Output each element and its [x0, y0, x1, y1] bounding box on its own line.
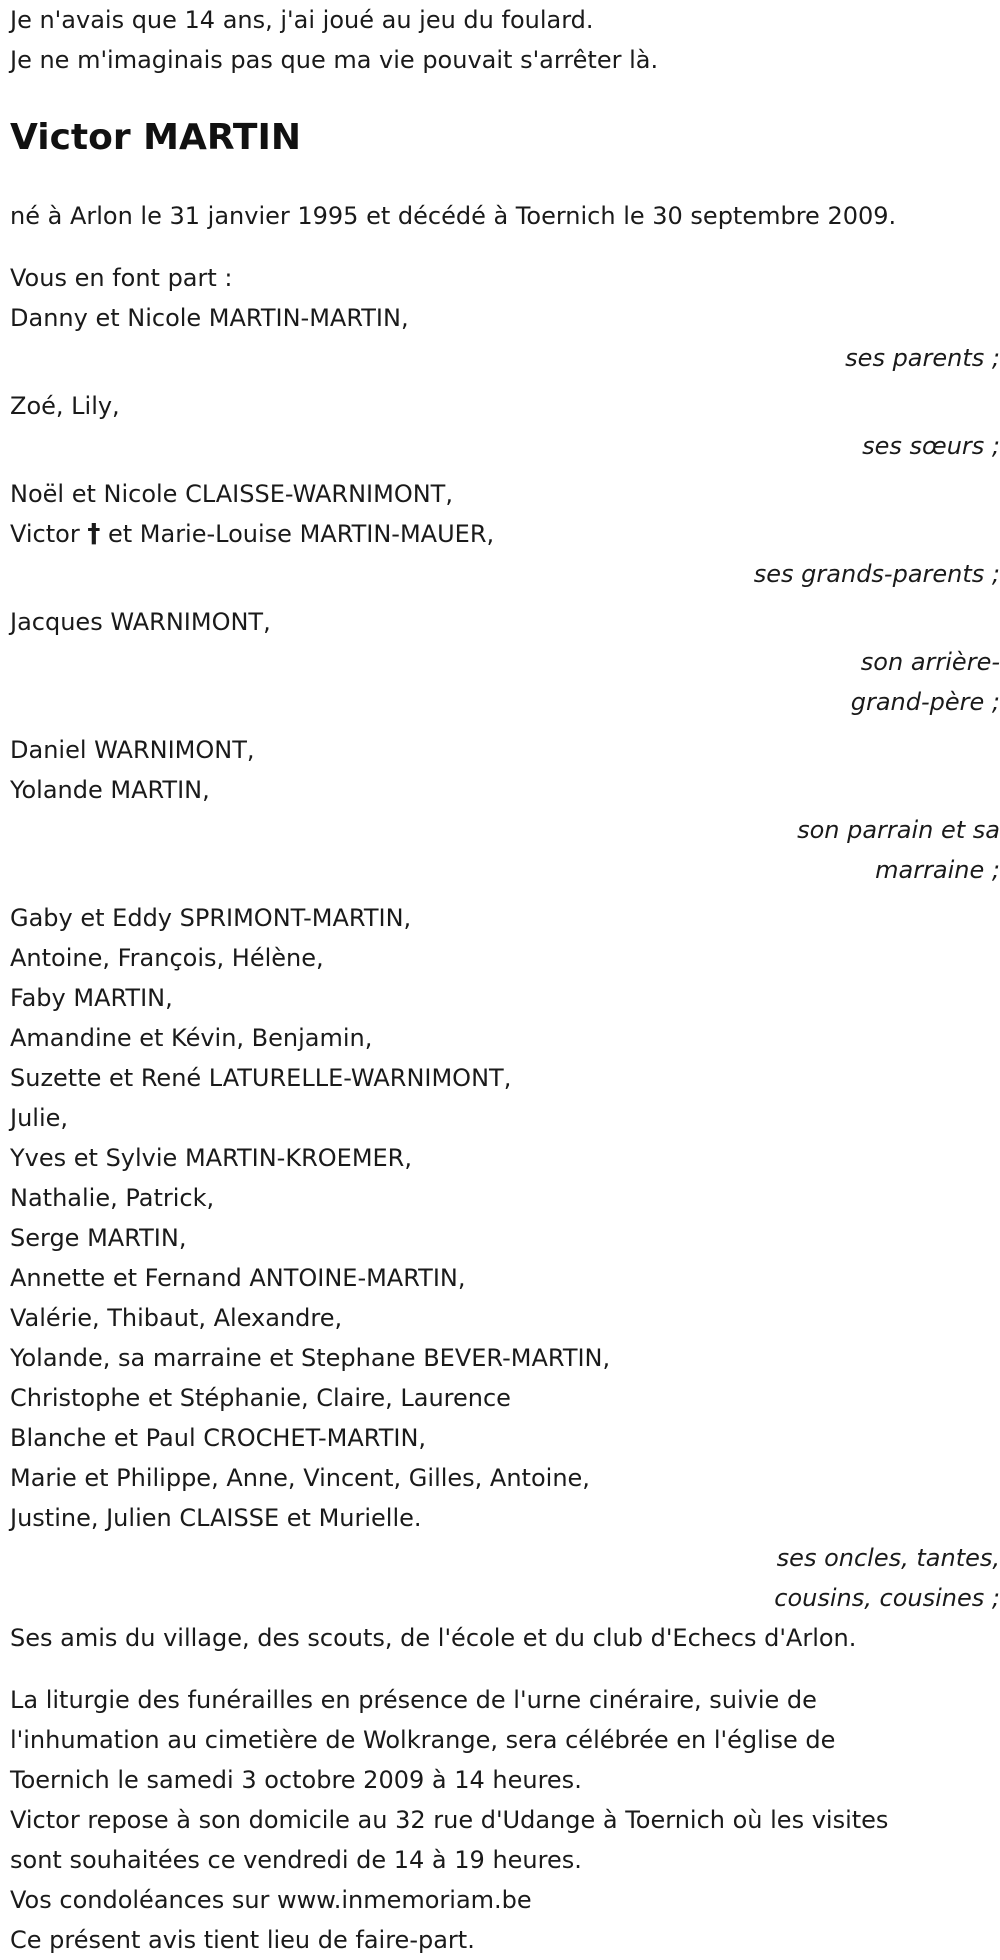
family-name-line: Justine, Julien CLAISSE et Murielle. — [10, 1504, 422, 1532]
closing-line: Victor repose à son domicile au 32 rue d'Udange à Toernich où les visites — [10, 1806, 889, 1834]
relation-label: grand-père ; — [850, 688, 1000, 716]
family-name-line: Blanche et Paul CROCHET-MARTIN, — [10, 1424, 427, 1452]
closing-line: Vos condoléances sur www.inmemoriam.be — [10, 1886, 532, 1914]
cross-icon: † — [87, 519, 101, 549]
birth-death-line: né à Arlon le 31 janvier 1995 et décédé à Toernich le 30 septembre 2009. — [10, 202, 897, 230]
family-name-line: Danny et Nicole MARTIN-MARTIN, — [10, 304, 409, 332]
family-group-godparents — [10, 730, 1000, 890]
family-group-great-grandfather — [10, 602, 1000, 722]
relation-label: cousins, cousines ; — [774, 1584, 1000, 1612]
relation-label: marraine ; — [875, 856, 1000, 884]
family-name-line: Zoé, Lily, — [10, 392, 120, 420]
intro-line: Je ne m'imaginais pas que ma vie pouvait s'arrêter là. — [10, 46, 659, 74]
relation-label: ses parents ; — [845, 344, 1000, 372]
family-name-line: Serge MARTIN, — [10, 1224, 187, 1252]
intro-line: Je n'avais que 14 ans, j'ai joué au jeu du foulard. — [10, 6, 594, 34]
relation-label: ses sœurs ; — [862, 432, 1000, 460]
family-name-line: Valérie, Thibaut, Alexandre, — [10, 1304, 343, 1332]
family-name-line — [10, 514, 990, 554]
relation-label: ses oncles, tantes, — [776, 1544, 1000, 1572]
family-name-line: Marie et Philippe, Anne, Vincent, Gilles, Antoine, — [10, 1464, 590, 1492]
family-name-line: Yolande MARTIN, — [10, 776, 210, 804]
family-name-line: Amandine et Kévin, Benjamin, — [10, 1024, 373, 1052]
closing-block — [10, 1680, 990, 1960]
friends-line: Ses amis du village, des scouts, de l'école et du club d'Echecs d'Arlon. — [10, 1624, 857, 1652]
name-part: Victor — [10, 520, 88, 548]
name-part: et Marie-Louise MARTIN-MAUER, — [100, 520, 495, 548]
family-name-line: Suzette et René LATURELLE-WARNIMONT, — [10, 1064, 512, 1092]
closing-line: sont souhaitées ce vendredi de 14 à 19 heures. — [10, 1846, 582, 1874]
family-name-line: Faby MARTIN, — [10, 984, 173, 1012]
family-name-line: Annette et Fernand ANTOINE-MARTIN, — [10, 1264, 466, 1292]
family-group-parents — [10, 298, 1000, 378]
family-group-sisters — [10, 386, 1000, 466]
family-name-line: Julie, — [10, 1104, 69, 1132]
relation-label: ses grands-parents ; — [753, 560, 1000, 588]
announce-line: Vous en font part : — [10, 264, 233, 292]
closing-line: La liturgie des funérailles en présence de l'urne cinéraire, suivie de — [10, 1686, 817, 1714]
family-name-line: Antoine, François, Hélène, — [10, 944, 324, 972]
family-name-line: Yves et Sylvie MARTIN-KROEMER, — [10, 1144, 412, 1172]
intro-block — [10, 0, 990, 80]
family-name-line: Jacques WARNIMONT, — [10, 608, 271, 636]
relation-label: son arrière- — [860, 648, 1000, 676]
closing-line: Ce présent avis tient lieu de faire-part. — [10, 1926, 475, 1954]
family-name-line: Yolande, sa marraine et Stephane BEVER-MARTIN, — [10, 1344, 611, 1372]
closing-line: Toernich le samedi 3 octobre 2009 à 14 heures. — [10, 1766, 582, 1794]
closing-line: l'inhumation au cimetière de Wolkrange, sera célébrée en l'église de — [10, 1726, 836, 1754]
deceased-name: Victor MARTIN — [10, 117, 302, 158]
family-group-extended — [10, 898, 1000, 1618]
family-group-grandparents — [10, 474, 1000, 594]
family-name-line: Gaby et Eddy SPRIMONT-MARTIN, — [10, 904, 412, 932]
relation-label: son parrain et sa — [797, 816, 1000, 844]
family-name-line: Noël et Nicole CLAISSE-WARNIMONT, — [10, 480, 453, 508]
family-name-line: Daniel WARNIMONT, — [10, 736, 255, 764]
family-name-line: Nathalie, Patrick, — [10, 1184, 215, 1212]
family-name-line: Christophe et Stéphanie, Claire, Laurence — [10, 1384, 511, 1412]
